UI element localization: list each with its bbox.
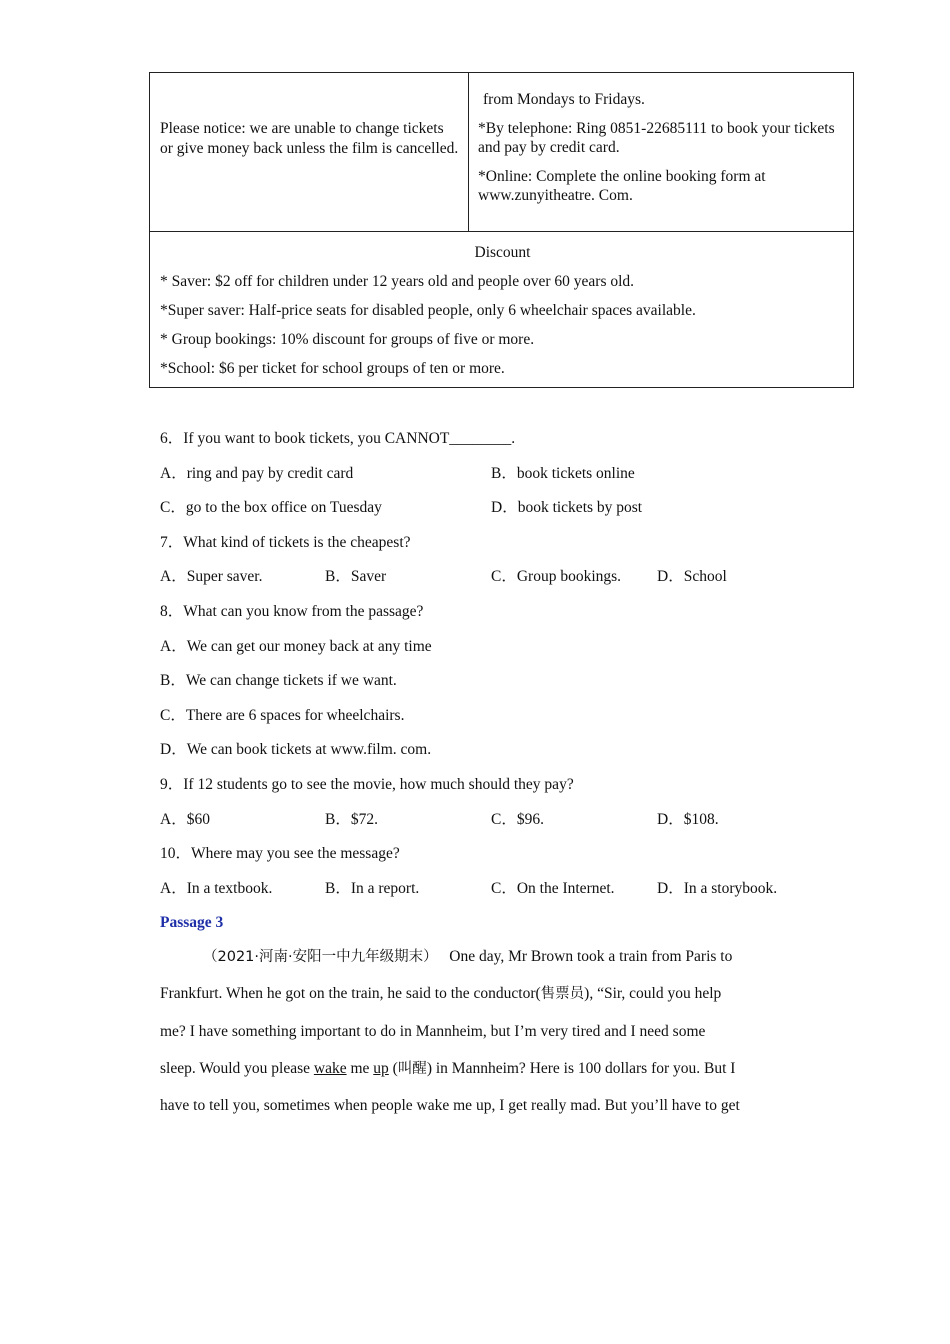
passage-line-2-a: Frankfurt. When he got on the train, he said to the conductor( — [160, 985, 541, 1003]
q10-option-a: A．In a textbook. — [160, 879, 273, 897]
q7-option-b: B．Saver — [325, 568, 387, 586]
discount-cell — [150, 232, 854, 388]
passage-3-text — [160, 942, 800, 1128]
q6-options-row2 — [160, 495, 860, 530]
q8-option-d: D．We can book tickets at www.film. com. — [160, 741, 432, 759]
q7-option-a: A．Super saver. — [160, 568, 263, 586]
questions-section — [160, 426, 860, 945]
q9-option-b: B．$72. — [325, 810, 378, 828]
passage-line-2-b: ), “Sir, could you help — [584, 985, 722, 1003]
passage-line-3: me? I have something important to do in Mannheim, but I’m very tired and I need some — [160, 1022, 706, 1040]
q7-options — [160, 564, 860, 599]
q9-option-a: A．$60 — [160, 810, 210, 828]
q9-option-c: C．$96. — [491, 810, 544, 828]
conductor-gloss: 售票员 — [540, 986, 585, 1003]
q6-options-row1 — [160, 461, 860, 496]
passage-line-5: have to tell you, sometimes when people wake me up, I get really mad. But you’ll have to get — [160, 1097, 740, 1115]
q10-options — [160, 876, 860, 911]
q8-stem: 8．What can you know from the passage? — [160, 602, 424, 620]
q6-option-c: C．go to the box office on Tuesday — [160, 499, 382, 517]
passage-source: （2021·河南·安阳一中九年级期末） — [203, 949, 438, 965]
q7-stem: 7．What kind of tickets is the cheapest? — [160, 533, 411, 551]
discount-super-saver: *Super saver: Half-price seats for disabled people, only 6 wheelchair spaces available. — [160, 302, 696, 319]
q6-option-b: B．book tickets online — [491, 464, 635, 482]
booking-days: from Mondays to Fridays. — [483, 91, 645, 108]
passage-line-4-paren: ( — [388, 1059, 398, 1077]
booking-telephone: *By telephone: Ring 0851-22685111 to book your tickets and pay by credit card. — [478, 119, 835, 156]
q6-stem: 6．If you want to book tickets, you CANNOT________. — [160, 430, 516, 447]
q9-options — [160, 807, 860, 842]
q7-option-c: C．Group bookings. — [491, 568, 622, 586]
q7-option-d: D．School — [657, 568, 727, 586]
wake-up-gloss: 叫醒 — [397, 1060, 427, 1077]
notice-cell — [150, 73, 469, 232]
booking-methods-cell — [469, 73, 854, 232]
booking-online: *Online: Complete the online booking form at www.zunyitheatre. Com. — [478, 167, 766, 204]
passage-line-4 — [160, 1054, 800, 1091]
q10-option-d: D．In a storybook. — [657, 879, 778, 897]
passage-3-title: Passage 3 — [160, 914, 224, 932]
passage-line-2 — [160, 979, 800, 1016]
passage-line-4-b: ) in Mannheim? Here is 100 dollars for you. But I — [426, 1059, 736, 1077]
q10-stem: 10．Where may you see the message? — [160, 845, 400, 863]
q8-option-a: A．We can get our money back at any time — [160, 637, 432, 655]
q9-option-d: D．$108. — [657, 810, 719, 828]
discount-title: Discount — [474, 244, 531, 261]
info-table — [149, 72, 854, 388]
passage-line-4-a: sleep. Would you please — [160, 1059, 314, 1077]
passage-line-1 — [160, 942, 800, 979]
discount-group: * Group bookings: 10% discount for groups of five or more. — [160, 331, 535, 348]
discount-school: *School: $6 per ticket for school groups of ten or more. — [160, 360, 505, 377]
underlined-up: up — [373, 1059, 389, 1077]
q10-option-c: C．On the Internet. — [491, 879, 615, 897]
passage-line-4-me: me — [346, 1059, 374, 1077]
q10-option-b: B．In a report. — [325, 879, 420, 897]
discount-saver: * Saver: $2 off for children under 12 years old and people over 60 years old. — [160, 273, 635, 290]
q8-option-c: C．There are 6 spaces for wheelchairs. — [160, 706, 405, 724]
q8-option-b: B．We can change tickets if we want. — [160, 672, 397, 690]
refund-notice: Please notice: we are unable to change tickets or give money back unless the film is cancelled. — [160, 120, 459, 157]
underlined-wake: wake — [313, 1059, 347, 1077]
q6-option-a: A．ring and pay by credit card — [160, 464, 354, 482]
q6-option-d: D．book tickets by post — [491, 499, 643, 517]
q9-stem: 9．If 12 students go to see the movie, how much should they pay? — [160, 775, 574, 793]
passage-line-1-text: One day, Mr Brown took a train from Paris to — [449, 948, 733, 965]
